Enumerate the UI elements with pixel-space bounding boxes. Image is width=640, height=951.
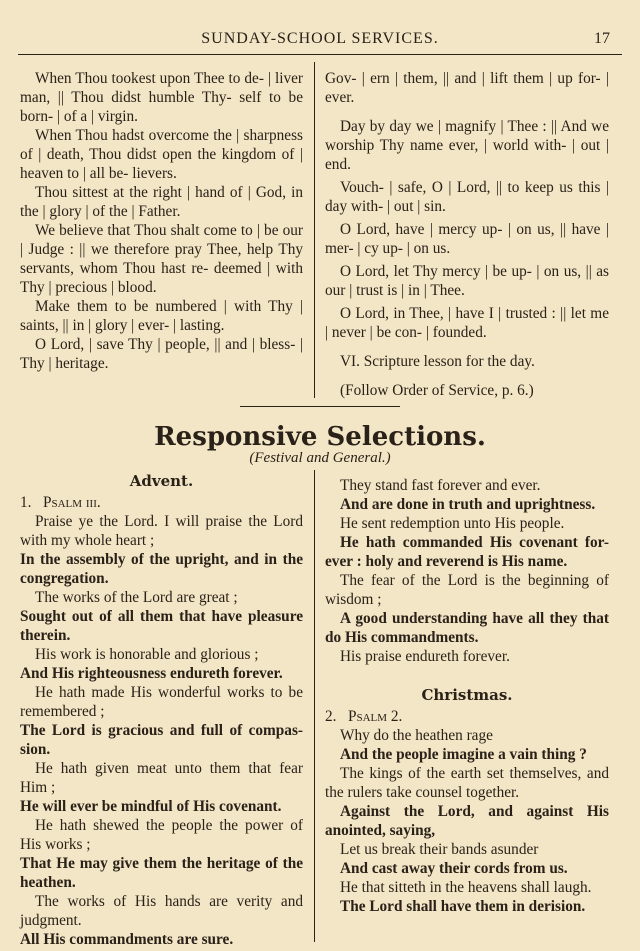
order-note: (Follow Order of Service, p. 6.) [340, 382, 534, 399]
advent-heading: Advent. [129, 472, 194, 490]
psalm-number: 2. [325, 708, 337, 725]
response: And are done in truth and uprightness. [340, 496, 596, 513]
section-title: Responsive Selections. [154, 422, 486, 452]
verse: He hath made His wonderful works to be remembered ; [20, 684, 303, 720]
section-subtitle: (Festival and General.) [249, 450, 391, 466]
section-rule [240, 406, 400, 407]
response: A good understanding have all they that do His commandments. [325, 610, 609, 646]
canticle-verse: Vouch- | safe, O | Lord, || to keep us this | day with- | out | sin. [325, 179, 609, 215]
top-left-column [20, 69, 303, 373]
response: In the assembly of the upright, and in the congregation. [20, 551, 303, 587]
canticle-verse: O Lord, let Thy mercy | be up- | on us, || as our | trust is | in | Thee. [325, 263, 609, 299]
response: And the people imagine a vain thing ? [340, 746, 587, 763]
canticle-verse: We believe that Thou shalt come to | be our | Judge : || we therefore pray Thee, help Thy servants, whom Thou hast re- deemed | with Thy | precious | blood. [20, 222, 303, 296]
top-right-column [325, 69, 609, 400]
top-column-divider [314, 62, 315, 398]
response: He will ever be mindful of His covenant. [20, 798, 282, 815]
verse: Why do the heathen rage [340, 727, 493, 744]
verse: Praise ye the Lord. I will praise the Lord with my whole heart ; [20, 513, 303, 549]
canticle-verse: O Lord, in Thee, | have I | trusted : || let me | never | be con- | founded. [325, 305, 609, 341]
verse: The works of His hands are verity and judgment. [20, 893, 303, 929]
response: And cast away their cords from us. [340, 860, 568, 877]
response: Against the Lord, and against His anointed, saying, [325, 803, 609, 839]
bottom-right-column [325, 476, 609, 916]
verse: He sent redemption unto His people. [340, 515, 565, 532]
response: The Lord shall have them in derision. [340, 898, 586, 915]
verse: They stand fast forever and ever. [340, 477, 541, 494]
response: And His righteousness endureth forever. [20, 665, 283, 682]
canticle-verse: Make them to be numbered | with Thy | saints, || in | glory | ever- | lasting. [20, 298, 303, 334]
verse: He that sitteth in the heavens shall laugh. [340, 879, 592, 896]
response: Sought out of all them that have pleasure therein. [20, 608, 303, 644]
response: The Lord is gracious and full of compas- sion. [20, 722, 303, 758]
canticle-verse: When Thou tookest upon Thee to de- | liver man, || Thou didst humble Thy- self to be born- | of a | virgin. [20, 70, 303, 125]
verse: Let us break their bands asunder [340, 841, 539, 858]
canticle-verse: Day by day we | magnify | Thee : || And we worship Thy name ever, | world with- | out | end. [325, 118, 609, 173]
response: All His commandments are sure. [20, 931, 234, 948]
psalm-title: Psalm 2. [347, 708, 403, 725]
canticle-verse: Thou sittest at the right | hand of | God, in the | glory | of the | Father. [20, 184, 303, 220]
verse: The works of the Lord are great ; [35, 589, 238, 606]
bottom-left-column [20, 470, 303, 949]
response: That He may give them the heritage of the heathen. [20, 855, 303, 891]
running-title: SUNDAY-SCHOOL SERVICES. [201, 30, 439, 47]
verse: He hath given meat unto them that fear Him ; [20, 760, 303, 796]
psalm-number: 1. [20, 494, 32, 511]
scripture-lesson: VI. Scripture lesson for the day. [340, 353, 535, 370]
bottom-column-divider [314, 470, 315, 942]
psalm-title: Psalm iii. [42, 494, 101, 511]
christmas-heading: Christmas. [421, 686, 513, 704]
header-rule [18, 54, 622, 55]
verse: He hath shewed the people the power of His works ; [20, 817, 303, 853]
page-number: 17 [594, 30, 610, 47]
verse: The fear of the Lord is the beginning of wisdom ; [325, 572, 609, 608]
psalm-reference [325, 707, 609, 726]
verse: The kings of the earth set themselves, and the rulers take counsel together. [325, 765, 609, 801]
canticle-verse: When Thou hadst overcome the | sharpness of | death, Thou didst open the kingdom of | heaven to | all be- lievers. [20, 127, 303, 182]
verse: His work is honorable and glorious ; [35, 646, 259, 663]
canticle-verse: O Lord, | save Thy | people, || and | bless- | Thy | heritage. [20, 336, 303, 372]
canticle-verse: O Lord, have | mercy up- | on us, || have | mer- | cy up- | on us. [325, 221, 609, 257]
response: He hath commanded His covenant for- ever : holy and reverend is His name. [325, 534, 609, 570]
psalm-reference [20, 493, 303, 512]
verse: His praise endureth forever. [340, 648, 510, 665]
canticle-verse: Gov- | ern | them, || and | lift them | up for- | ever. [325, 70, 609, 106]
